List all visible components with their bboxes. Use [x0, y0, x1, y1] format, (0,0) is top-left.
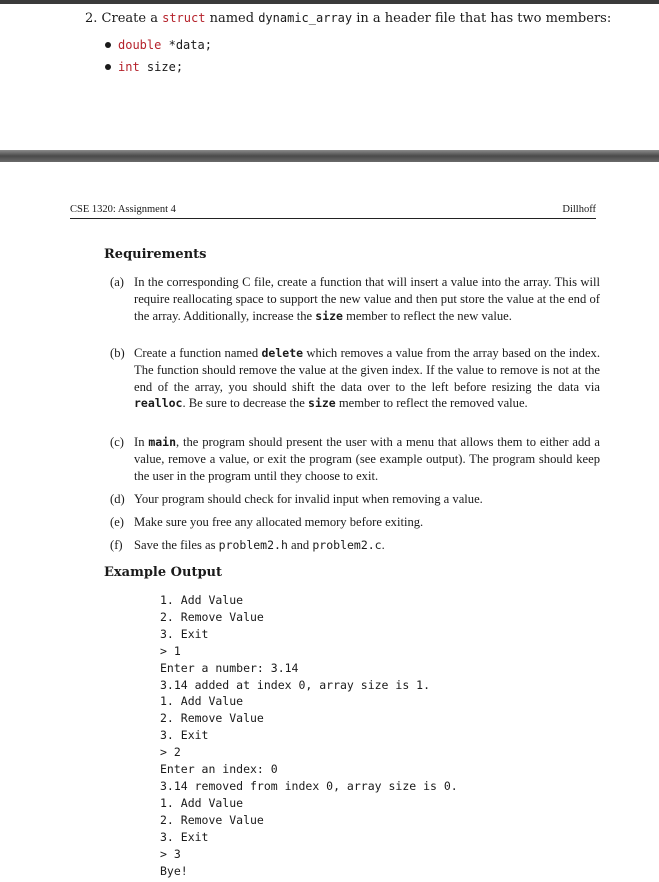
output-line: 3.14 removed from index 0, array size is 0.	[160, 778, 458, 793]
output-line: 2. Remove Value	[160, 609, 264, 624]
member-type: double	[118, 38, 162, 52]
example-output-heading: Example Output	[104, 565, 222, 580]
member-rest: size;	[146, 60, 184, 74]
struct-name: dynamic_array	[258, 11, 353, 25]
item-text: Save the files as problem2.h and problem2.c.	[134, 538, 385, 552]
output-line: 3. Exit	[160, 829, 209, 844]
item-label: (b)	[110, 346, 125, 360]
requirements-heading: Requirements	[104, 247, 207, 262]
item-label: (e)	[110, 515, 124, 529]
output-line: 3. Exit	[160, 728, 209, 743]
question-number: 2.	[85, 11, 98, 26]
question-text-c: in a header file that has two members:	[356, 11, 612, 26]
requirement-item-d	[110, 491, 600, 508]
output-line: Enter an index: 0	[160, 762, 278, 777]
code-size: size	[308, 396, 336, 411]
output-line: 3.14 added at index 0, array size is 1.	[160, 677, 431, 692]
output-line: 2. Remove Value	[160, 711, 264, 726]
member-type: int	[118, 60, 140, 74]
bullet-icon	[105, 64, 111, 70]
page-header	[70, 204, 596, 219]
output-line: Enter a number: 3.14	[160, 660, 299, 675]
code-size: size	[315, 308, 343, 323]
requirement-item-a	[110, 274, 600, 324]
requirement-item-e	[110, 514, 600, 531]
example-output-block	[160, 592, 458, 879]
output-line: 3. Exit	[160, 626, 209, 641]
item-text: In the corresponding C file, create a function that will insert a value into the array. This will require reallocating space to support the new value and then put store the value at the end of the array. Additionally, increase the size member to reflect the new value.	[134, 275, 600, 323]
bullet-icon	[105, 42, 111, 48]
code-delete: delete	[261, 346, 304, 360]
item-label: (c)	[110, 435, 124, 449]
code-main: main	[148, 435, 177, 449]
question-line	[85, 9, 611, 28]
member-rest: *data;	[168, 38, 212, 52]
output-line: Bye!	[160, 863, 188, 878]
struct-keyword: struct	[162, 11, 206, 25]
member-data	[118, 37, 212, 53]
output-line: 2. Remove Value	[160, 812, 264, 827]
member-size	[118, 59, 183, 75]
item-text: In main, the program should present the user with a menu that allows them to either add a value, remove a value, or exit the program (see example output). The program should keep the user in the program until they choose to exit.	[134, 435, 600, 483]
code-filename-c: problem2.c	[312, 538, 382, 552]
output-line: > 1	[160, 643, 181, 658]
top-strip	[0, 0, 659, 4]
item-text: Create a function named delete which removes a value from the array based on the index. The function should remove the value at the given index. If the value to remove is not at the end of the array, you should shift the data over to the left before resizing the data via realloc. Be sure to decrease the size member to reflect the removed value.	[134, 346, 600, 411]
question-text-a: Create a	[101, 11, 158, 26]
output-line: > 2	[160, 745, 181, 760]
item-text: Your program should check for invalid input when removing a value.	[134, 492, 483, 506]
requirement-item-b	[110, 345, 600, 412]
code-realloc: realloc	[134, 396, 183, 411]
output-line: > 3	[160, 846, 181, 861]
item-text: Make sure you free any allocated memory before exiting.	[134, 515, 424, 529]
item-label: (f)	[110, 538, 123, 552]
output-line: 1. Add Value	[160, 694, 244, 709]
course-title: CSE 1320: Assignment 4	[70, 204, 176, 215]
output-line: 1. Add Value	[160, 593, 244, 607]
code-filename-h: problem2.h	[218, 538, 288, 552]
requirement-item-c	[110, 434, 600, 484]
item-label: (d)	[110, 492, 125, 506]
requirement-item-f	[110, 537, 600, 554]
output-line: 1. Add Value	[160, 795, 244, 810]
question-text-b: named	[209, 11, 255, 26]
item-label: (a)	[110, 275, 124, 289]
author-name: Dillhoff	[562, 204, 596, 215]
page-separator	[0, 150, 659, 162]
